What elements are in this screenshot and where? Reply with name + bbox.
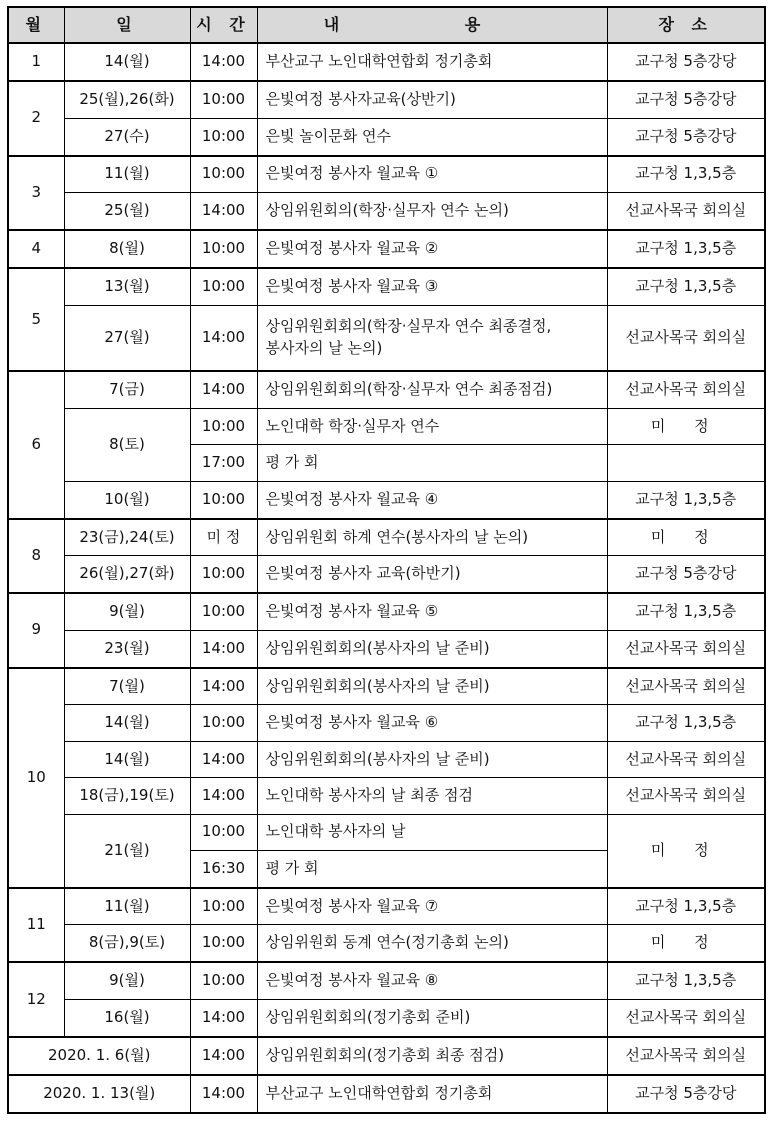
time-cell: 10:00 bbox=[190, 481, 257, 518]
content-cell: 평 가 회 bbox=[257, 851, 607, 888]
day-cell: 14(월) bbox=[64, 741, 190, 777]
header-month: 월 bbox=[8, 7, 64, 43]
time-cell: 16:30 bbox=[190, 851, 257, 888]
place-cell: 선교사목국 회의실 bbox=[607, 999, 765, 1036]
day-cell: 14(월) bbox=[64, 43, 190, 81]
content-cell: 은빛여정 봉사자 월교육 ③ bbox=[257, 268, 607, 305]
content-cell: 노인대학 봉사자의 날 bbox=[257, 814, 607, 850]
table-row bbox=[8, 43, 765, 81]
place-cell: 미 정 bbox=[607, 814, 765, 888]
time-cell: 14:00 bbox=[190, 1075, 257, 1113]
content-cell: 상임위원회회의(정기총회 준비) bbox=[257, 999, 607, 1036]
day-cell: 23(금),24(토) bbox=[64, 519, 190, 556]
table-row bbox=[8, 741, 765, 777]
day-cell: 16(월) bbox=[64, 999, 190, 1036]
content-cell: 부산교구 노인대학연합회 정기총회 bbox=[257, 1075, 607, 1113]
time-cell: 10:00 bbox=[190, 118, 257, 155]
place-cell: 선교사목국 회의실 bbox=[607, 305, 765, 371]
table-row bbox=[8, 705, 765, 741]
table-row bbox=[8, 888, 765, 925]
time-cell: 14:00 bbox=[190, 371, 257, 408]
time-cell: 10:00 bbox=[190, 925, 257, 962]
place-cell: 교구청 1,3,5층 bbox=[607, 705, 765, 741]
day-cell: 9(월) bbox=[64, 962, 190, 999]
place-cell: 교구청 5층강당 bbox=[607, 81, 765, 118]
month-cell: 10 bbox=[8, 668, 64, 888]
month-cell: 4 bbox=[8, 230, 64, 268]
content-cell: 상임위원회회의(봉사자의 날 준비) bbox=[257, 630, 607, 667]
time-cell: 14:00 bbox=[190, 43, 257, 81]
table-row bbox=[8, 556, 765, 593]
month-cell: 2 bbox=[8, 81, 64, 155]
table-row bbox=[8, 230, 765, 268]
content-cell: 상임위원회 동계 연수(정기총회 논의) bbox=[257, 925, 607, 962]
time-cell: 10:00 bbox=[190, 705, 257, 741]
table-row bbox=[8, 1075, 765, 1113]
content-cell: 은빛여정 봉사자 교육(하반기) bbox=[257, 556, 607, 593]
day-cell: 8(금),9(토) bbox=[64, 925, 190, 962]
content-cell: 노인대학 학장·실무자 연수 bbox=[257, 408, 607, 444]
content-cell: 은빛여정 봉사자 월교육 ① bbox=[257, 156, 607, 193]
day-cell: 7(금) bbox=[64, 371, 190, 408]
place-cell: 미 정 bbox=[607, 519, 765, 556]
table-row bbox=[8, 408, 765, 444]
table-row bbox=[8, 668, 765, 705]
table-row bbox=[8, 81, 765, 118]
day-cell: 14(월) bbox=[64, 705, 190, 741]
month-cell: 5 bbox=[8, 268, 64, 371]
content-cell: 은빛여정 봉사자 월교육 ⑦ bbox=[257, 888, 607, 925]
table-row bbox=[8, 371, 765, 408]
time-cell: 14:00 bbox=[190, 630, 257, 667]
day-cell: 8(토) bbox=[64, 408, 190, 481]
day-cell: 27(월) bbox=[64, 305, 190, 371]
time-cell: 14:00 bbox=[190, 668, 257, 705]
header-time: 시 간 bbox=[190, 7, 257, 43]
time-cell: 10:00 bbox=[190, 556, 257, 593]
day-cell: 11(월) bbox=[64, 888, 190, 925]
day-cell: 21(월) bbox=[64, 814, 190, 888]
table-row bbox=[8, 962, 765, 999]
month-cell: 12 bbox=[8, 962, 64, 1036]
day-cell: 8(월) bbox=[64, 230, 190, 268]
header-row bbox=[8, 7, 765, 43]
place-cell: 교구청 1,3,5층 bbox=[607, 962, 765, 999]
time-cell: 미 정 bbox=[190, 519, 257, 556]
place-cell: 교구청 1,3,5층 bbox=[607, 268, 765, 305]
content-cell: 은빛여정 봉사자 월교육 ⑥ bbox=[257, 705, 607, 741]
day-cell: 18(금),19(토) bbox=[64, 778, 190, 814]
place-cell: 교구청 5층강당 bbox=[607, 556, 765, 593]
day-cell: 9(월) bbox=[64, 593, 190, 630]
time-cell: 10:00 bbox=[190, 408, 257, 444]
table-row bbox=[8, 814, 765, 850]
day-cell: 25(월) bbox=[64, 193, 190, 230]
content-cell: 은빛여정 봉사자 월교육 ② bbox=[257, 230, 607, 268]
time-cell: 10:00 bbox=[190, 814, 257, 850]
day-cell: 11(월) bbox=[64, 156, 190, 193]
place-cell: 선교사목국 회의실 bbox=[607, 668, 765, 705]
content-cell bbox=[257, 305, 607, 371]
place-cell: 선교사목국 회의실 bbox=[607, 193, 765, 230]
time-cell: 10:00 bbox=[190, 593, 257, 630]
table-row bbox=[8, 1037, 765, 1075]
time-cell: 14:00 bbox=[190, 1037, 257, 1075]
place-cell: 미 정 bbox=[607, 925, 765, 962]
content-cell: 은빛여정 봉사자 월교육 ⑤ bbox=[257, 593, 607, 630]
content-line: 봉사자의 날 논의) bbox=[265, 338, 383, 357]
place-cell: 교구청 1,3,5층 bbox=[607, 156, 765, 193]
content-cell: 상임위원회회의(정기총회 최종 점검) bbox=[257, 1037, 607, 1075]
table-row bbox=[8, 925, 765, 962]
day-cell: 27(수) bbox=[64, 118, 190, 155]
header-day: 일 bbox=[64, 7, 190, 43]
table-row bbox=[8, 481, 765, 518]
day-cell: 25(월),26(화) bbox=[64, 81, 190, 118]
content-cell: 은빛여정 봉사자교육(상반기) bbox=[257, 81, 607, 118]
header-place: 장 소 bbox=[607, 7, 765, 43]
day-cell: 13(월) bbox=[64, 268, 190, 305]
date-cell: 2020. 1. 6(월) bbox=[8, 1037, 190, 1075]
place-cell: 선교사목국 회의실 bbox=[607, 630, 765, 667]
time-cell: 14:00 bbox=[190, 999, 257, 1036]
place-cell: 선교사목국 회의실 bbox=[607, 778, 765, 814]
content-cell: 은빛여정 봉사자 월교육 ⑧ bbox=[257, 962, 607, 999]
place-cell: 교구청 1,3,5층 bbox=[607, 593, 765, 630]
content-cell: 상임위원회회의(봉사자의 날 준비) bbox=[257, 668, 607, 705]
time-cell: 10:00 bbox=[190, 962, 257, 999]
content-line: 상임위원회회의(학장·실무자 연수 최종결정, bbox=[265, 317, 552, 336]
date-cell: 2020. 1. 13(월) bbox=[8, 1075, 190, 1113]
content-cell: 부산교구 노인대학연합회 정기총회 bbox=[257, 43, 607, 81]
day-cell: 7(월) bbox=[64, 668, 190, 705]
content-cell: 노인대학 봉사자의 날 최종 점검 bbox=[257, 778, 607, 814]
content-cell: 은빛 놀이문화 연수 bbox=[257, 118, 607, 155]
time-cell: 14:00 bbox=[190, 305, 257, 371]
time-cell: 17:00 bbox=[190, 445, 257, 481]
month-cell: 1 bbox=[8, 43, 64, 81]
place-cell: 선교사목국 회의실 bbox=[607, 1037, 765, 1075]
place-cell: 교구청 5층강당 bbox=[607, 118, 765, 155]
table-row bbox=[8, 593, 765, 630]
table-row bbox=[8, 193, 765, 230]
place-cell: 교구청 1,3,5층 bbox=[607, 230, 765, 268]
month-cell: 8 bbox=[8, 519, 64, 593]
place-cell bbox=[607, 445, 765, 481]
place-cell: 교구청 5층강당 bbox=[607, 1075, 765, 1113]
place-cell: 교구청 1,3,5층 bbox=[607, 481, 765, 518]
month-cell: 6 bbox=[8, 371, 64, 518]
content-cell: 평 가 회 bbox=[257, 445, 607, 481]
content-cell: 은빛여정 봉사자 월교육 ④ bbox=[257, 481, 607, 518]
content-cell: 상임위원회회의(학장·실무자 연수 최종점검) bbox=[257, 371, 607, 408]
content-cell: 상임위원회회의(봉사자의 날 준비) bbox=[257, 741, 607, 777]
table-row bbox=[8, 519, 765, 556]
table-row bbox=[8, 630, 765, 667]
day-cell: 26(월),27(화) bbox=[64, 556, 190, 593]
time-cell: 10:00 bbox=[190, 81, 257, 118]
time-cell: 10:00 bbox=[190, 268, 257, 305]
day-cell: 10(월) bbox=[64, 481, 190, 518]
day-cell: 23(월) bbox=[64, 630, 190, 667]
time-cell: 10:00 bbox=[190, 888, 257, 925]
month-cell: 3 bbox=[8, 156, 64, 230]
place-cell: 교구청 5층강당 bbox=[607, 43, 765, 81]
month-cell: 11 bbox=[8, 888, 64, 962]
place-cell: 선교사목국 회의실 bbox=[607, 371, 765, 408]
header-content: 내 용 bbox=[257, 7, 607, 43]
place-cell: 교구청 1,3,5층 bbox=[607, 888, 765, 925]
table-row bbox=[8, 778, 765, 814]
table-row bbox=[8, 118, 765, 155]
content-cell: 상임위원회 하계 연수(봉사자의 날 논의) bbox=[257, 519, 607, 556]
month-cell: 9 bbox=[8, 593, 64, 667]
table-row bbox=[8, 305, 765, 371]
time-cell: 14:00 bbox=[190, 778, 257, 814]
annual-schedule-table bbox=[7, 6, 766, 1114]
time-cell: 14:00 bbox=[190, 193, 257, 230]
table-row bbox=[8, 156, 765, 193]
time-cell: 14:00 bbox=[190, 741, 257, 777]
table-row bbox=[8, 268, 765, 305]
time-cell: 10:00 bbox=[190, 230, 257, 268]
place-cell: 선교사목국 회의실 bbox=[607, 741, 765, 777]
place-cell: 미 정 bbox=[607, 408, 765, 444]
table-row bbox=[8, 999, 765, 1036]
content-cell: 상임위원회의(학장·실무자 연수 논의) bbox=[257, 193, 607, 230]
time-cell: 10:00 bbox=[190, 156, 257, 193]
